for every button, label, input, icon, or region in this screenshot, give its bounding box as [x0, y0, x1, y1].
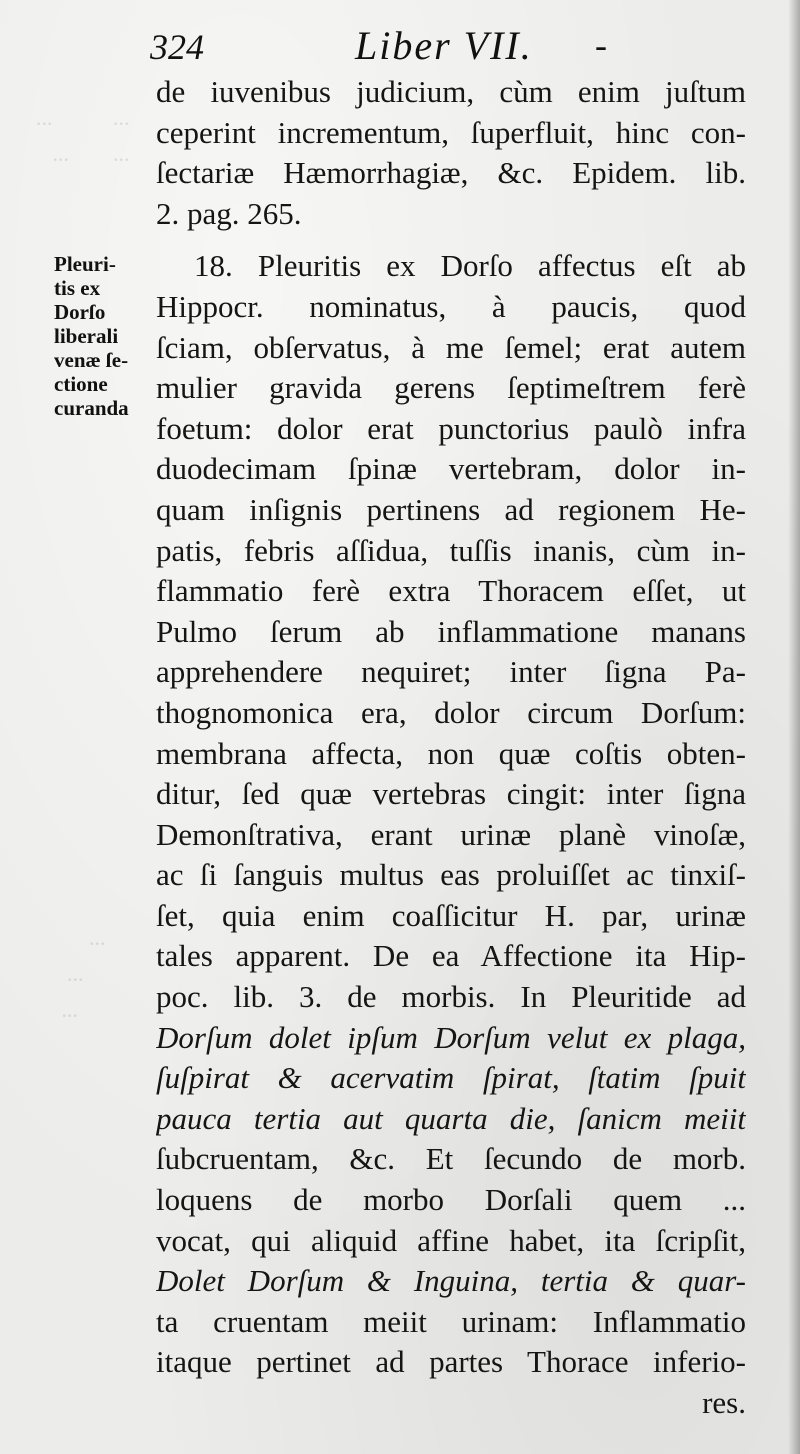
text-line: apprehendere nequiret; inter ſigna Pa-: [156, 654, 746, 690]
margin-note: [54, 252, 154, 420]
margin-note-line: tis ex: [54, 276, 101, 300]
text-line: ſectariæ Hæmorrhagiæ, &c. Epidem. lib.: [156, 155, 746, 191]
margin-note-line: venæ ſe-: [54, 348, 129, 372]
text-line: Pulmo ſerum ab inflammatione manans: [156, 613, 746, 649]
text-line: Dolet Dorſum & Inguina, tertia & quar-: [156, 1263, 746, 1299]
margin-note-line: ctione: [54, 372, 108, 396]
text-line: flammatio ferè extra Thoracem eſſet, ut: [156, 573, 746, 609]
text-line: thognomonica era, dolor circum Dorſum:: [156, 694, 746, 730]
margin-note-line: Pleuri-: [54, 252, 116, 276]
text-line: ac ſi ſanguis multus eas proluiſſet ac tinxiſ-: [156, 857, 746, 893]
page-edge-shadow: [788, 0, 800, 1454]
text-line: ſet, quia enim coaſſicitur H. par, urinæ: [156, 897, 746, 933]
bleed-through-text: ... ... ... ...: [36, 105, 130, 166]
text-line: ſuſpirat & acervatim ſpirat, ſtatim ſpuit: [156, 1060, 746, 1096]
text-line: Demonſtrativa, erant urinæ planè vinoſæ,: [156, 816, 746, 852]
text-line: ſubcruentam, &c. Et ſecundo de morb.: [156, 1141, 746, 1177]
text-line: vocat, qui aliquid affine habet, ita ſcripſit,: [156, 1222, 746, 1258]
text-line: Dorſum dolet ipſum Dorſum velut ex plaga,: [156, 1019, 746, 1055]
text-line: ceperint incrementum, ſuperfluit, hinc con-: [156, 114, 746, 150]
text-line: membrana affecta, non quæ coſtis obten-: [156, 735, 746, 771]
text-line: poc. lib. 3. de morbis. In Pleuritide ad: [156, 979, 746, 1015]
text-line: 2. pag. 265.: [156, 195, 302, 231]
text-line: foetum: dolor erat punctorius paulò infra: [156, 410, 746, 446]
catchword: res.: [702, 1385, 746, 1420]
text-line: de iuvenibus judicium, cùm enim juſtum: [156, 74, 746, 109]
text-line: duodecimam ſpinæ vertebram, dolor in-: [156, 451, 746, 487]
margin-note-line: Dorſo: [54, 300, 106, 324]
text-line: quam inſignis pertinens ad regionem He-: [156, 491, 746, 527]
text-line: itaque pertinet ad partes Thorace inferio-: [156, 1344, 746, 1380]
margin-note-line: liberali: [54, 324, 119, 348]
text-line: ditur, ſed quæ vertebras cingit: inter ſigna: [156, 776, 746, 812]
margin-note-line: curanda: [54, 396, 129, 420]
bleed-through-text: ... ... ...: [62, 925, 106, 1022]
paragraph-gap: [156, 234, 746, 246]
text-line: ta cruentam meiit urinam: Inflammatio: [156, 1303, 746, 1339]
header-dash: -: [595, 25, 607, 65]
running-head: Liber VII.: [355, 23, 533, 68]
text-line: pauca tertia aut quarta die, ſanicm meiit: [156, 1100, 746, 1136]
text-line: 18. Pleuritis ex Dorſo affectus eſt ab: [194, 248, 746, 284]
text-line: patis, febris aſſidua, tuſſis inanis, cùm in-: [156, 532, 746, 568]
page-number: 324: [150, 27, 204, 67]
text-line: Hippocr. nominatus, à paucis, quod: [156, 288, 746, 324]
page-header: [150, 22, 770, 70]
text-line: ſciam, obſervatus, à me ſemel; erat autem: [156, 329, 746, 365]
text-line: tales apparent. De ea Affectione ita Hip-: [156, 938, 746, 974]
body-text: [156, 72, 746, 1424]
text-line: loquens de morbo Dorſali quem ...: [156, 1182, 746, 1218]
text-line: mulier gravida gerens ſeptimeſtrem ferè: [156, 370, 746, 406]
